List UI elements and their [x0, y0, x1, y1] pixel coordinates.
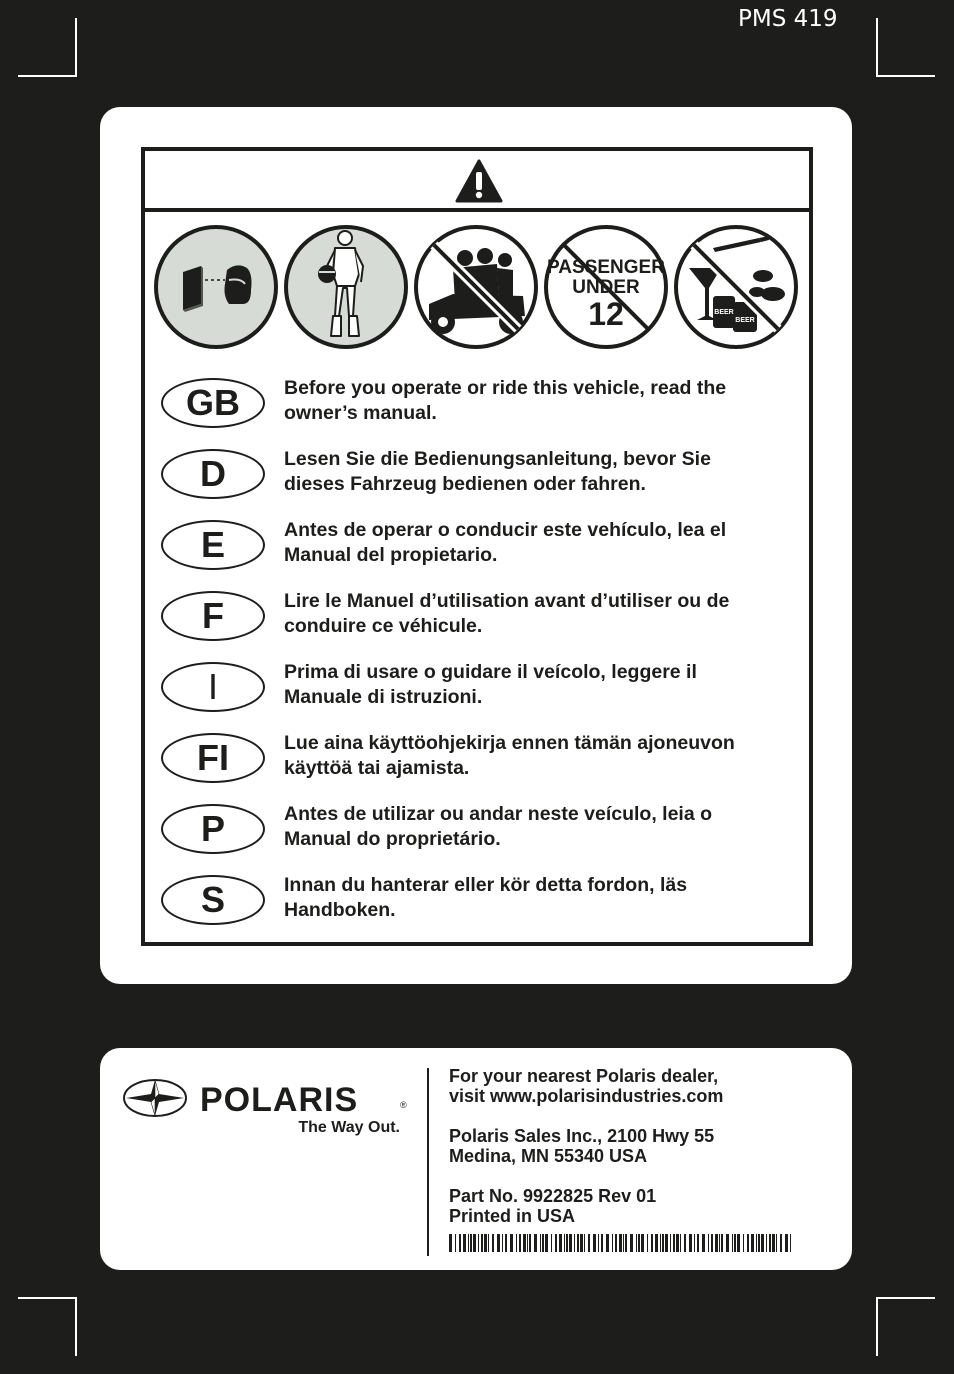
polaris-logo: [122, 1078, 412, 1138]
warning-label: [141, 147, 813, 946]
crop-mark-top-right: [876, 75, 935, 77]
registered-mark: ®: [400, 1100, 407, 1110]
instruction-line: Antes de utilizar ou andar neste veículo, leia o: [284, 803, 713, 825]
picto-passenger-text: PASSENGER: [547, 257, 665, 278]
no-passengers-icon: [413, 224, 539, 350]
warning-label-card: [100, 107, 852, 984]
dealer-text: For your nearest Polaris dealer,: [449, 1066, 719, 1086]
instruction-line: Before you operate or ride this vehicle, read the: [284, 377, 727, 399]
instruction-text: [284, 589, 794, 639]
instruction-line: Prima di usare o guidare il veícolo, leggere il: [284, 661, 697, 683]
safety-pictograms: [145, 212, 809, 362]
language-code-badge: F: [161, 591, 265, 641]
no-passenger-under-12-icon: [543, 224, 669, 350]
language-code-badge: D: [161, 449, 265, 499]
crop-mark-bottom-right: [876, 1297, 935, 1299]
instruction-text: [284, 376, 794, 426]
crop-mark-bottom-right: [876, 1297, 878, 1356]
language-row-gb: [145, 376, 809, 436]
language-code-badge: E: [161, 520, 265, 570]
picto-age-text: 12: [588, 296, 624, 332]
language-row-p: [145, 802, 809, 862]
language-code-badge: FI: [161, 733, 265, 783]
beer-can-label: BEER: [735, 317, 755, 324]
barcode-icon: [449, 1234, 795, 1252]
instruction-text: [284, 873, 794, 923]
instruction-text: [284, 518, 794, 568]
language-code-badge: I: [161, 662, 265, 712]
brand-name: POLARIS: [200, 1081, 359, 1119]
instruction-line: Lesen Sie die Bedienungsanleitung, bevor Sie: [284, 448, 711, 470]
instruction-line: Manual do proprietário.: [284, 828, 501, 850]
no-drugs-alcohol-icon: [673, 224, 799, 350]
crop-mark-top-left: [75, 18, 77, 77]
warning-triangle-icon: [455, 159, 503, 203]
part-number: Part No. 9922825 Rev 01: [449, 1186, 657, 1206]
crop-mark-bottom-left: [75, 1297, 77, 1356]
protective-gear-icon: [283, 224, 409, 350]
language-row-e: [145, 518, 809, 578]
read-manual-icon: [153, 224, 279, 350]
print-origin: Printed in USA: [449, 1206, 576, 1226]
beer-can-label: BEER: [714, 309, 734, 316]
instruction-text: [284, 731, 794, 781]
warning-header: [145, 151, 809, 212]
language-row-s: [145, 873, 809, 933]
divider: [427, 1068, 429, 1256]
language-row-i: [145, 660, 809, 720]
compass-star-icon: [124, 1080, 186, 1116]
instruction-line: käyttöä tai ajamista.: [284, 757, 470, 779]
language-code-badge: S: [161, 875, 265, 925]
company-address: Polaris Sales Inc., 2100 Hwy 55: [449, 1126, 715, 1146]
contact-info: [449, 1066, 829, 1246]
instruction-line: Lire le Manuel d’utilisation avant d’utiliser ou de: [284, 590, 730, 612]
instruction-line: dieses Fahrzeug bedienen oder fahren.: [284, 473, 646, 495]
company-address: Medina, MN 55340 USA: [449, 1146, 648, 1166]
instruction-text: [284, 660, 794, 710]
picto-under-text: UNDER: [572, 277, 640, 298]
instruction-line: Innan du hanterar eller kör detta fordon, läs: [284, 874, 688, 896]
crop-mark-top-right: [876, 18, 878, 77]
crop-mark-top-left: [18, 75, 77, 77]
manufacturer-info-card: [100, 1048, 852, 1270]
language-row-d: [145, 447, 809, 507]
language-row-fi: [145, 731, 809, 791]
instruction-line: Manual del propietario.: [284, 544, 498, 566]
instruction-line: Lue aina käyttöohjekirja ennen tämän ajoneuvon: [284, 732, 735, 754]
instruction-text: [284, 802, 794, 852]
crop-mark-bottom-left: [18, 1297, 77, 1299]
brand-tagline: The Way Out.: [298, 1119, 400, 1136]
instruction-line: owner’s manual.: [284, 402, 437, 424]
instruction-text: [284, 447, 794, 497]
instruction-line: Manuale di istruzioni.: [284, 686, 483, 708]
language-code-badge: GB: [161, 378, 265, 428]
color-code-label: PMS 419: [738, 6, 838, 32]
instruction-line: Handboken.: [284, 899, 396, 921]
language-code-badge: P: [161, 804, 265, 854]
language-row-f: [145, 589, 809, 649]
dealer-website: visit www.polarisindustries.com: [449, 1086, 724, 1106]
instruction-line: conduire ce véhicule.: [284, 615, 483, 637]
instruction-line: Antes de operar o conducir este vehículo, lea el: [284, 519, 727, 541]
